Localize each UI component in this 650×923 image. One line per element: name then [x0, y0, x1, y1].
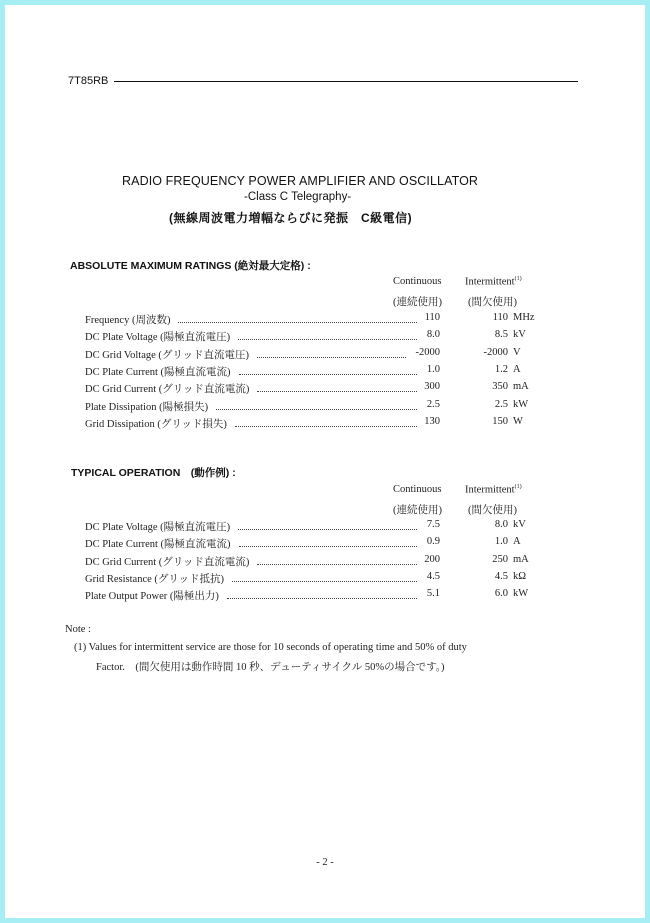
absolute-row-label: Plate Dissipation (陽極損失) — [85, 401, 209, 413]
absolute-value-intermittent: 8.5 — [494, 329, 508, 341]
typical-row — [85, 588, 555, 605]
absolute-value-intermittent: 1.2 — [494, 363, 508, 375]
page-title-japanese: (無線周波電力増幅ならびに発振 C級電信) — [169, 211, 413, 225]
page-subtitle: -Class C Telegraphy- — [244, 191, 352, 203]
absolute-value-continuous: 130 — [424, 415, 440, 427]
absolute-value-intermittent: 2.5 — [494, 398, 508, 410]
absolute-row — [85, 329, 555, 346]
absolute-value-continuous: 300 — [424, 381, 440, 393]
page-title: RADIO FREQUENCY POWER AMPLIFIER AND OSCILLATOR — [122, 174, 479, 188]
absolute-value-unit: mA — [513, 381, 529, 393]
typical-col-continuous-jp: (連続使用) — [393, 505, 442, 516]
typical-value-unit: kV — [513, 519, 526, 530]
absolute-col-continuous: Continuous — [393, 276, 442, 287]
typical-value-continuous: 4.5 — [426, 570, 440, 582]
typical-row — [85, 571, 555, 588]
absolute-value-continuous: 2.5 — [426, 398, 440, 410]
absolute-value-continuous: -2000 — [415, 346, 440, 358]
absolute-row-leader — [257, 357, 406, 358]
header-rule — [114, 81, 578, 82]
absolute-row-leader — [216, 409, 417, 410]
typical-operation-heading: TYPICAL OPERATION (動作例) : — [71, 467, 236, 479]
absolute-col-intermittent: Intermittent$^{(1)}$ — [465, 276, 522, 288]
absolute-ratings-heading: ABSOLUTE MAXIMUM RATINGS (絶対最大定格) : — [70, 260, 311, 272]
absolute-col-continuous-jp: (連続使用) — [393, 297, 442, 308]
typical-value-intermittent: 4.5 — [494, 570, 508, 582]
page-number: - 2 - — [316, 857, 334, 868]
absolute-value-intermittent: 110 — [492, 312, 508, 323]
typical-value-continuous: 0.9 — [426, 536, 440, 548]
typical-value-continuous: 200 — [424, 553, 440, 565]
absolute-row-leader — [178, 322, 417, 323]
absolute-row — [85, 312, 555, 329]
absolute-value-intermittent: 150 — [492, 415, 508, 427]
absolute-row-label: DC Plate Current (陽極直流電流) — [85, 366, 231, 378]
absolute-value-unit: kW — [513, 398, 529, 410]
typical-value-continuous: 7.5 — [426, 519, 440, 530]
absolute-value-unit: A — [513, 363, 521, 375]
absolute-value-intermittent: -2000 — [483, 346, 508, 358]
absolute-value-continuous: 110 — [424, 312, 440, 323]
absolute-value-continuous: 8.0 — [426, 329, 440, 341]
absolute-value-unit: V — [513, 346, 521, 358]
absolute-row-label: DC Grid Current (グリッド直流電流) — [85, 384, 250, 396]
absolute-row-label: Grid Dissipation (グリッド損失) — [85, 418, 227, 430]
absolute-row — [85, 364, 555, 381]
typical-value-continuous: 5.1 — [426, 588, 440, 600]
typical-row — [85, 536, 555, 553]
typical-row-label: DC Plate Current (陽極直流電流) — [85, 539, 231, 551]
absolute-value-unit: W — [513, 415, 523, 427]
absolute-value-unit: kV — [513, 329, 526, 341]
absolute-row-label: DC Grid Voltage (グリッド直流電圧) — [85, 349, 249, 361]
typical-row-label: Plate Output Power (陽極出力) — [85, 591, 219, 603]
typical-value-intermittent: 1.0 — [494, 536, 508, 548]
datasheet-page — [5, 5, 645, 918]
typical-row-label: DC Plate Voltage (陽極直流電圧) — [85, 522, 231, 533]
absolute-row-label: Frequency (周波数) — [85, 315, 171, 326]
absolute-value-unit: MHz — [513, 312, 535, 323]
absolute-row-label: DC Plate Voltage (陽極直流電圧) — [85, 332, 231, 344]
typical-value-intermittent: 250 — [492, 553, 508, 565]
typical-col-continuous: Continuous — [393, 484, 442, 495]
model-number: 7T85RB — [68, 75, 109, 87]
absolute-row — [85, 381, 555, 398]
typical-col-intermittent-jp: (間欠使用) — [468, 505, 517, 516]
typical-row-leader — [227, 598, 417, 599]
typical-row — [85, 519, 555, 536]
absolute-row — [85, 416, 555, 433]
absolute-row — [85, 347, 555, 364]
typical-row-label: Grid Resistance (グリッド抵抗) — [85, 573, 224, 585]
typical-value-unit: kW — [513, 588, 529, 600]
typical-value-intermittent: 8.0 — [494, 519, 508, 530]
typical-value-unit: mA — [513, 553, 529, 565]
absolute-value-continuous: 1.0 — [426, 363, 440, 375]
absolute-value-intermittent: 350 — [492, 381, 508, 393]
typical-col-intermittent: Intermittent$^{(1)}$ — [465, 484, 522, 496]
typical-value-unit: kΩ — [513, 570, 527, 582]
note-line-2: Factor. (間欠使用は動作時間 10 秒、デューティサイクル 50%の場合です。) — [96, 662, 445, 673]
note-heading: Note : — [65, 624, 91, 635]
page-header — [68, 74, 578, 88]
typical-value-unit: A — [513, 536, 521, 548]
absolute-col-intermittent-jp: (間欠使用) — [468, 297, 517, 308]
absolute-row — [85, 399, 555, 416]
note-line-1: (1) Values for intermittent service are those for 10 seconds of operating time and 50% of duty — [74, 642, 467, 653]
typical-row-label: DC Grid Current (グリッド直流電流) — [85, 556, 250, 568]
typical-value-intermittent: 6.0 — [494, 588, 508, 600]
typical-row — [85, 554, 555, 571]
